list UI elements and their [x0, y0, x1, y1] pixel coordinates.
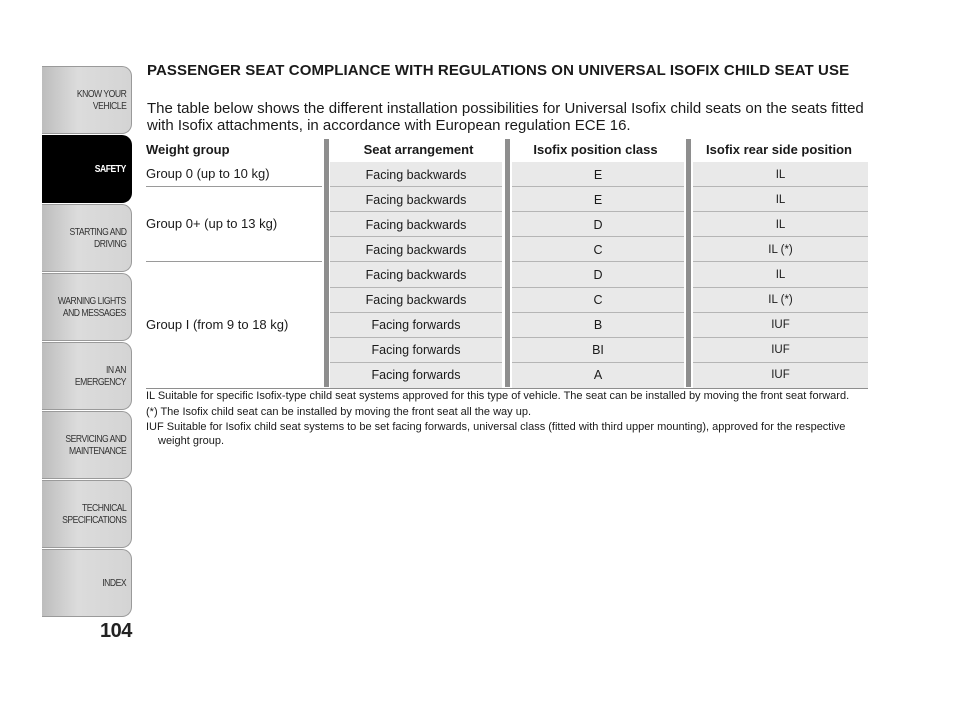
- table-bottom-rule: [146, 388, 868, 389]
- cell-isofix-class: A: [512, 363, 684, 388]
- tab-safety[interactable]: [42, 135, 132, 203]
- weight-group-label: Group I (from 9 to 18 kg): [146, 316, 289, 332]
- cell-seat-arrangement: Facing forwards: [330, 313, 502, 338]
- row-divider: [693, 337, 868, 338]
- row-divider: [330, 186, 502, 187]
- row-divider: [512, 337, 684, 338]
- cell-rear-side-position: IL: [693, 212, 868, 237]
- cell-seat-arrangement: Facing forwards: [330, 363, 502, 388]
- cell-isofix-class: BI: [512, 338, 684, 363]
- column-divider: [686, 139, 691, 387]
- cell-rear-side-position: IL: [693, 162, 868, 187]
- header-isofix-class: Isofix position class: [533, 142, 658, 157]
- header-seat-arrangement: Seat arrangement: [363, 142, 474, 157]
- group-divider: [146, 261, 322, 262]
- page-number: 104: [100, 620, 132, 642]
- cell-seat-arrangement: Facing backwards: [330, 288, 502, 313]
- cell-rear-side-position: IL (*): [693, 237, 868, 262]
- tab-starting-and-driving[interactable]: [42, 204, 132, 272]
- row-divider: [693, 261, 868, 262]
- header-weight-group: Weight group: [146, 142, 230, 157]
- cell-isofix-class: B: [512, 313, 684, 338]
- cell-isofix-class: D: [512, 262, 684, 287]
- tab-label: SAFETY: [94, 163, 126, 175]
- weight-group-label: Group 0 (up to 10 kg): [146, 166, 270, 182]
- cell-rear-side-position: IUF: [693, 363, 868, 388]
- tab-label: KNOW YOUR VEHICLE: [76, 88, 126, 112]
- cell-isofix-class: C: [512, 237, 684, 262]
- chapter-tabs: [42, 66, 132, 618]
- row-divider: [512, 186, 684, 187]
- row-divider: [330, 211, 502, 212]
- row-divider: [512, 261, 684, 262]
- tab-servicing[interactable]: [42, 411, 132, 479]
- isofix-table: [146, 139, 868, 383]
- cell-seat-arrangement: Facing forwards: [330, 338, 502, 363]
- row-divider: [512, 312, 684, 313]
- tab-in-an-emergency[interactable]: [42, 342, 132, 410]
- row-divider: [330, 312, 502, 313]
- row-divider: [512, 236, 684, 237]
- row-divider: [330, 287, 502, 288]
- tab-index[interactable]: [42, 549, 132, 617]
- column-divider: [505, 139, 510, 387]
- cell-seat-arrangement: Facing backwards: [330, 212, 502, 237]
- cell-seat-arrangement: Facing backwards: [330, 187, 502, 212]
- cell-isofix-class: C: [512, 288, 684, 313]
- row-divider: [512, 211, 684, 212]
- row-divider: [693, 211, 868, 212]
- footnotes: [146, 390, 871, 450]
- row-divider: [512, 287, 684, 288]
- tab-warning-lights[interactable]: [42, 273, 132, 341]
- tab-label: WARNING LIGHTS AND MESSAGES: [58, 295, 126, 319]
- cell-rear-side-position: IUF: [693, 338, 868, 363]
- cell-isofix-class: E: [512, 187, 684, 212]
- group-divider: [146, 186, 322, 187]
- tab-label: TECHNICAL SPECIFICATIONS: [61, 502, 126, 526]
- tab-know-your-vehicle[interactable]: [42, 66, 132, 134]
- footnote: IL Suitable for specific Isofix-type child seat systems approved for this type of vehicle. The seat can be installed by moving the front seat forward.: [146, 390, 850, 402]
- cell-rear-side-position: IL: [693, 187, 868, 212]
- intro-paragraph: The table below shows the different installation possibilities for Universal Isofix child seats on the seats fitted with Isofix attachments, in accordance with European regulation ECE 16.: [147, 100, 864, 134]
- row-divider: [330, 236, 502, 237]
- header-rear-side-position: Isofix rear side position: [706, 142, 852, 157]
- row-divider: [330, 337, 502, 338]
- tab-label: INDEX: [102, 577, 126, 589]
- cell-seat-arrangement: Facing backwards: [330, 162, 502, 187]
- cell-rear-side-position: IUF: [693, 313, 868, 338]
- cell-isofix-class: E: [512, 162, 684, 187]
- row-divider: [693, 236, 868, 237]
- cell-rear-side-position: IL (*): [693, 288, 868, 313]
- footnote: (*) The Isofix child seat can be installed by moving the front seat all the way up.: [146, 405, 531, 418]
- cell-seat-arrangement: Facing backwards: [330, 262, 502, 287]
- footnote: IUF Suitable for Isofix child seat systems to be set facing forwards, universal class (fitted with third upper mounting), approved for the respective weight group.: [146, 421, 846, 447]
- row-divider: [693, 362, 868, 363]
- row-divider: [330, 261, 502, 262]
- row-divider: [693, 312, 868, 313]
- tab-label: SERVICING AND MAINTENANCE: [65, 433, 126, 457]
- tab-technical-specifications[interactable]: [42, 480, 132, 548]
- row-divider: [512, 362, 684, 363]
- row-divider: [693, 287, 868, 288]
- tab-label: STARTING AND DRIVING: [69, 226, 126, 250]
- weight-group-label: Group 0+ (up to 13 kg): [146, 216, 278, 232]
- cell-rear-side-position: IL: [693, 262, 868, 287]
- row-divider: [330, 362, 502, 363]
- cell-seat-arrangement: Facing backwards: [330, 237, 502, 262]
- tab-label: IN AN EMERGENCY: [74, 364, 126, 388]
- table-body: [146, 161, 868, 387]
- row-divider: [693, 186, 868, 187]
- section-heading: PASSENGER SEAT COMPLIANCE WITH REGULATIONS ON UNIVERSAL ISOFIX CHILD SEAT USE: [147, 62, 850, 79]
- cell-isofix-class: D: [512, 212, 684, 237]
